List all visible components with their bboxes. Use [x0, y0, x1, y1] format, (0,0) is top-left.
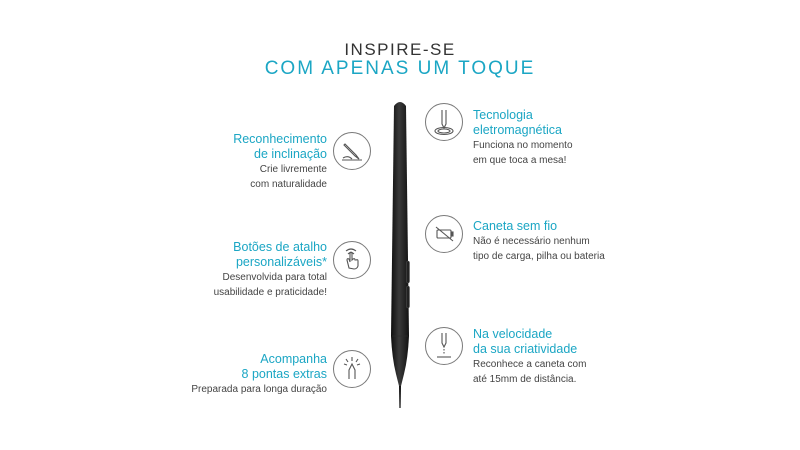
- heading-line2: COM APENAS UM TOQUE: [264, 58, 536, 79]
- feature-shortcuts: [127, 240, 327, 300]
- feature-emr: [473, 108, 673, 168]
- feature-desc: Preparada para longa duração: [191, 384, 327, 395]
- feature-title: personalizáveis*: [235, 255, 327, 269]
- feature-title: 8 pontas extras: [241, 367, 327, 381]
- feature-tilt: [127, 132, 327, 192]
- feature-title: Tecnologia: [473, 108, 533, 122]
- feature-wireless: [473, 219, 673, 264]
- feature-desc: usabilidade e praticidade!: [213, 287, 327, 298]
- feature-title: eletromagnética: [473, 123, 562, 137]
- feature-title: Na velocidade: [473, 327, 553, 341]
- tilt-pen-icon: [333, 132, 371, 170]
- feature-title: Reconhecimento: [233, 132, 327, 146]
- feature-desc: Desenvolvida para total: [222, 272, 327, 283]
- feature-title: de inclinação: [254, 147, 327, 161]
- feature-title: Botões de atalho: [233, 240, 327, 254]
- feature-desc: Crie livremente: [259, 164, 327, 175]
- feature-speed: [473, 327, 673, 387]
- feature-desc: Funciona no momento: [473, 140, 573, 151]
- feature-desc: em que toca a mesa!: [473, 155, 567, 166]
- hand-touch-icon: [333, 241, 371, 279]
- stylus-pen-image: [375, 96, 425, 416]
- feature-desc: com naturalidade: [250, 179, 327, 190]
- feature-desc: Não é necessário nenhum: [473, 236, 590, 247]
- hover-distance-icon: [425, 327, 463, 365]
- electromagnetic-pen-icon: [425, 103, 463, 141]
- feature-title: Caneta sem fio: [473, 219, 558, 233]
- feature-desc: até 15mm de distância.: [473, 374, 577, 385]
- feature-tips: [127, 352, 327, 397]
- feature-title: da sua criatividade: [473, 342, 578, 356]
- no-battery-icon: [425, 215, 463, 253]
- feature-desc: tipo de carga, pilha ou bateria: [473, 251, 605, 262]
- pen-tip-icon: [333, 350, 371, 388]
- feature-title: Acompanha: [260, 352, 327, 366]
- feature-desc: Reconhece a caneta com: [473, 359, 587, 370]
- heading-line1: INSPIRE-SE: [344, 40, 456, 59]
